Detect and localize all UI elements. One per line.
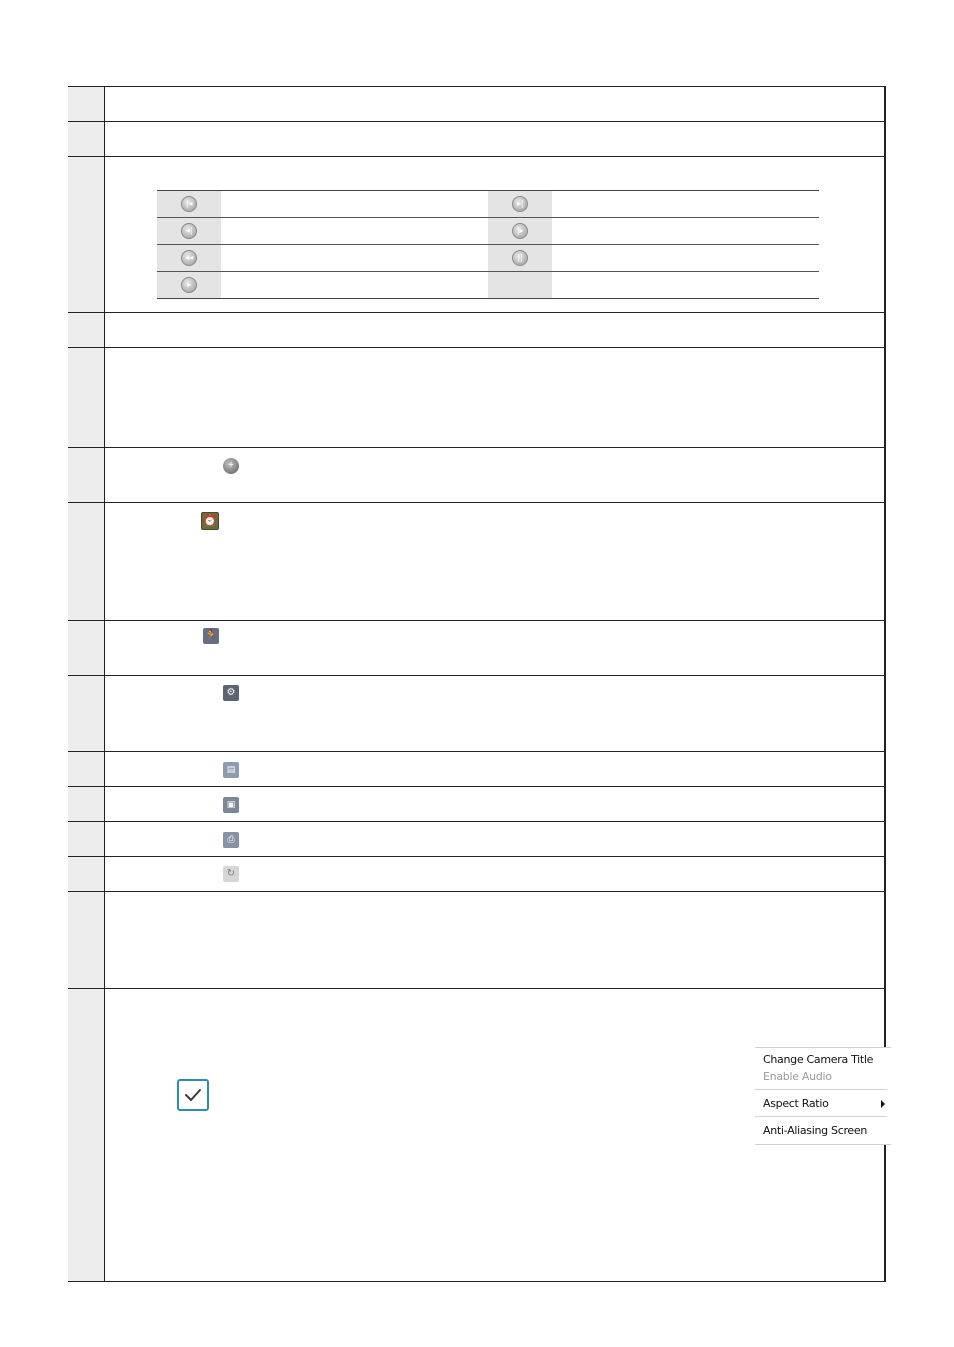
row-description-cell: [105, 313, 884, 347]
table-row: [68, 857, 884, 892]
zoom-button[interactable]: [223, 458, 239, 474]
pause-icon[interactable]: ||: [512, 250, 528, 266]
table-row: [68, 989, 884, 1281]
row-number-cell: [68, 676, 105, 751]
row-description-cell: [105, 989, 884, 1281]
adjust-sliders-icon: ⚙: [223, 685, 239, 701]
menu-item-anti-aliasing-screen[interactable]: Anti-Aliasing Screen: [763, 1124, 868, 1137]
menu-item-aspect-ratio[interactable]: [763, 1096, 887, 1112]
table-row: [157, 191, 819, 218]
snapshot-icon: ▣: [223, 797, 239, 813]
row-description-cell: [105, 448, 884, 502]
table-row: [68, 313, 884, 348]
row-description-cell: [105, 157, 884, 312]
menu-item-change-camera-title[interactable]: Change Camera Title: [763, 1053, 874, 1066]
snapshot-button[interactable]: [223, 797, 239, 813]
fast-backward-icon[interactable]: ◂◂: [181, 250, 197, 266]
row-number-cell: [68, 621, 105, 675]
alarm-button[interactable]: [201, 512, 219, 530]
menu-item-enable-audio: Enable Audio: [763, 1070, 832, 1083]
row-number-cell: [68, 989, 105, 1281]
icon-cell: [157, 218, 221, 245]
print-button[interactable]: [223, 832, 239, 848]
row-description-cell: [105, 503, 884, 620]
row-number-cell: [68, 892, 105, 988]
table-row: [68, 787, 884, 822]
step-backward-icon[interactable]: ◂|: [181, 223, 197, 239]
row-number-cell: [68, 822, 105, 856]
row-number-cell: [68, 787, 105, 821]
menu-item-label: Aspect Ratio: [763, 1097, 829, 1110]
icon-cell: [157, 245, 221, 272]
icon-cell: [157, 272, 221, 299]
row-description-cell: [105, 122, 884, 156]
table-row: [68, 448, 884, 503]
row-description-cell: [105, 621, 884, 675]
menu-separator: [755, 1116, 887, 1117]
description-cell: [221, 272, 488, 299]
zoom-icon: +: [223, 458, 239, 474]
description-cell: [221, 218, 488, 245]
description-cell: [552, 272, 819, 299]
row-description-cell: [105, 787, 884, 821]
row-description-cell: [105, 752, 884, 786]
note-checkmark-icon: [177, 1079, 209, 1111]
step-forward-icon[interactable]: |▸: [512, 223, 528, 239]
submenu-arrow-icon: [881, 1100, 885, 1108]
table-row: [157, 245, 819, 272]
table-row: [68, 892, 884, 989]
row-number-cell: [68, 503, 105, 620]
description-cell: [552, 245, 819, 272]
row-number-cell: [68, 313, 105, 347]
description-cell: [221, 245, 488, 272]
row-number-cell: [68, 122, 105, 156]
description-cell: [552, 191, 819, 218]
row-number-cell: [68, 348, 105, 447]
row-number-cell: [68, 448, 105, 502]
table-row: [68, 157, 884, 313]
print-icon: ⎙: [223, 832, 239, 848]
row-number-cell: [68, 857, 105, 891]
table-row: [157, 218, 819, 245]
content-table: [68, 86, 886, 1282]
table-row: [68, 348, 884, 448]
table-row: [68, 822, 884, 857]
refresh-icon: ↻: [223, 866, 239, 882]
row-number-cell: [68, 752, 105, 786]
layout-icon: ▤: [223, 762, 239, 778]
camera-context-menu: [755, 1047, 891, 1145]
row-description-cell: [105, 857, 884, 891]
skip-to-last-icon[interactable]: ▸|: [512, 196, 528, 212]
table-row: [68, 676, 884, 752]
row-description-cell: [105, 892, 884, 988]
row-description-cell: [105, 87, 884, 121]
table-row: [68, 122, 884, 157]
play-icon[interactable]: ▸: [181, 277, 197, 293]
icon-cell: [157, 191, 221, 218]
row-description-cell: [105, 676, 884, 751]
refresh-button[interactable]: [223, 866, 239, 882]
motion-button[interactable]: [203, 628, 219, 644]
alarm-icon: ⏰: [201, 512, 219, 530]
table-row: [68, 752, 884, 787]
row-description-cell: [105, 348, 884, 447]
description-cell: [221, 191, 488, 218]
running-person-icon: 🏃: [204, 629, 218, 642]
playback-control-table: [157, 190, 819, 299]
icon-cell: [488, 218, 552, 245]
row-number-cell: [68, 157, 105, 312]
table-row: [157, 272, 819, 299]
row-number-cell: [68, 87, 105, 121]
table-row: [68, 87, 884, 122]
menu-separator: [755, 1089, 887, 1090]
image-adjust-button[interactable]: [223, 685, 239, 701]
table-row: [68, 503, 884, 621]
skip-to-first-icon[interactable]: |◂: [181, 196, 197, 212]
icon-cell: [488, 245, 552, 272]
description-cell: [552, 218, 819, 245]
icon-cell: [488, 191, 552, 218]
table-row: [68, 621, 884, 676]
icon-cell: [488, 272, 552, 299]
row-description-cell: [105, 822, 884, 856]
screen-layout-button[interactable]: [223, 762, 239, 778]
